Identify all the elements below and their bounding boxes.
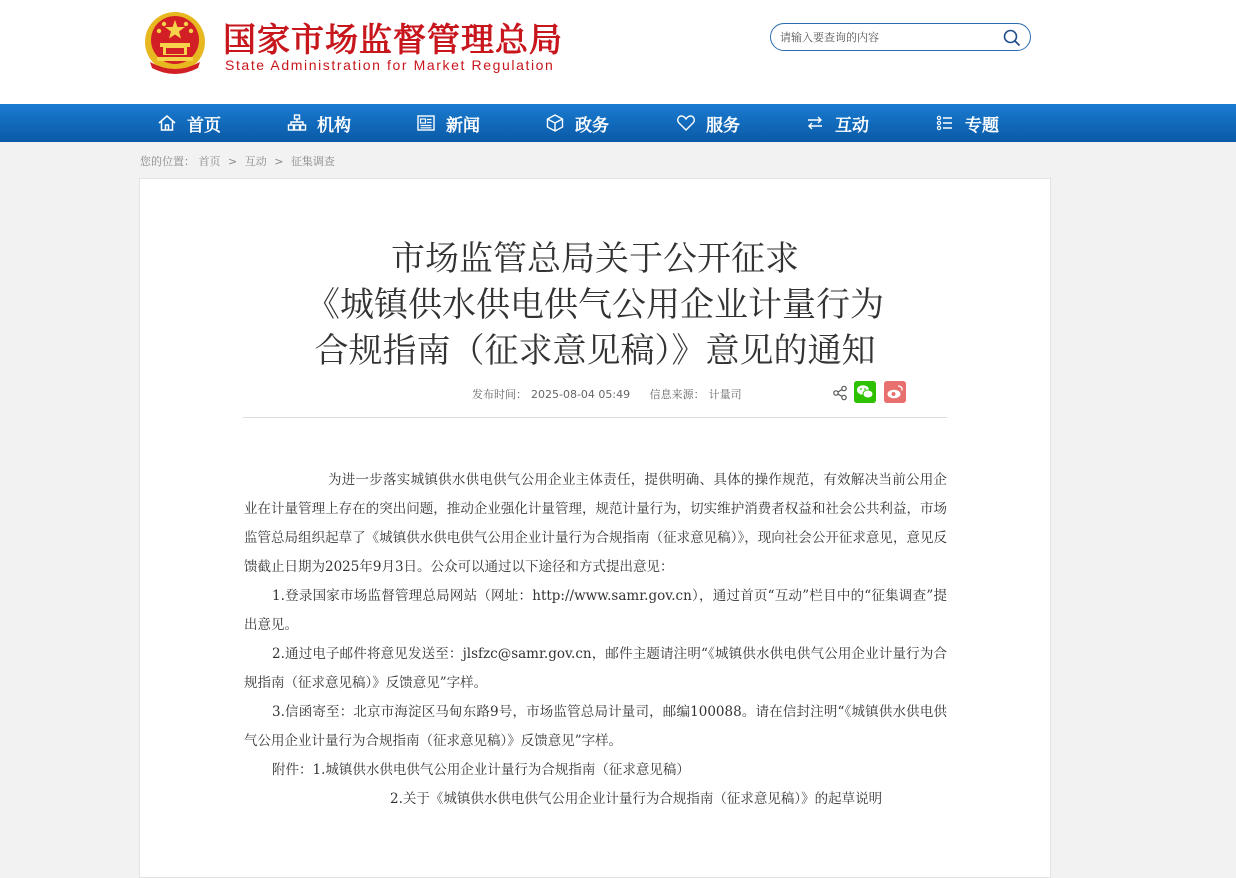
nav-item-government-affairs[interactable] bbox=[545, 104, 609, 142]
home-icon bbox=[157, 113, 177, 133]
article-title-line: 市场监管总局关于公开征求 bbox=[391, 239, 799, 279]
site-title-en[interactable]: State Administration for Market Regulation bbox=[225, 57, 555, 73]
source-value: 计量司 bbox=[708, 388, 742, 401]
source-label: 信息来源： bbox=[649, 388, 705, 401]
weibo-icon[interactable] bbox=[884, 381, 906, 403]
list-icon bbox=[935, 113, 955, 133]
heart-icon bbox=[676, 113, 696, 133]
newspaper-icon bbox=[416, 113, 436, 133]
nav-item-news[interactable] bbox=[416, 104, 480, 142]
wechat-icon[interactable] bbox=[854, 381, 876, 403]
article-title-line: 合规指南（征求意见稿）》意见的通知 bbox=[314, 331, 876, 371]
org-chart-icon bbox=[287, 113, 307, 133]
main-nav bbox=[0, 104, 1236, 142]
article-body bbox=[244, 466, 947, 814]
search-box bbox=[770, 23, 1031, 51]
breadcrumb-interaction[interactable]: 互动 bbox=[244, 155, 267, 168]
cube-icon bbox=[545, 113, 565, 133]
breadcrumb-prefix: 您的位置： bbox=[140, 155, 195, 168]
article-paragraph: 1.登录国家市场监督管理总局网站（网址：http://www.samr.gov.cn），通过首页“互动”栏目中的“征集调查”提出意见。 bbox=[244, 588, 947, 633]
share-icon[interactable] bbox=[832, 385, 848, 401]
publish-time-label: 发布时间： bbox=[472, 388, 527, 401]
breadcrumb-home[interactable]: 首页 bbox=[198, 155, 221, 168]
title-divider bbox=[243, 417, 947, 418]
breadcrumb-separator: > bbox=[228, 155, 238, 168]
breadcrumb bbox=[140, 153, 335, 169]
nav-item-topics[interactable] bbox=[935, 104, 999, 142]
national-emblem-icon[interactable] bbox=[142, 10, 208, 76]
article-title bbox=[243, 236, 947, 374]
article-meta bbox=[472, 386, 746, 402]
nav-item-organization[interactable] bbox=[287, 104, 351, 142]
site-title-cn[interactable]: 国家市场监督管理总局 bbox=[223, 20, 563, 59]
search-input[interactable] bbox=[780, 27, 995, 47]
nav-label-interaction: 互动 bbox=[835, 115, 869, 136]
article-paragraph: 2.通过电子邮件将意见发送至：jlsfzc@samr.gov.cn，邮件主题请注明“《城镇供水供电供气公用企业计量行为合规指南（征求意见稿）》反馈意见”字样。 bbox=[244, 646, 947, 691]
search-icon[interactable] bbox=[1003, 29, 1021, 47]
nav-item-home[interactable] bbox=[157, 104, 221, 142]
nav-label-organization: 机构 bbox=[317, 115, 351, 136]
site-header bbox=[0, 0, 1236, 104]
arrows-exchange-icon bbox=[805, 113, 825, 133]
nav-label-services: 服务 bbox=[706, 115, 740, 136]
attachment-link[interactable]: 附件：1.城镇供水供电供气公用企业计量行为合规指南（征求意见稿） bbox=[272, 762, 690, 778]
nav-item-interaction[interactable] bbox=[805, 104, 869, 142]
attachment-link[interactable]: 2.关于《城镇供水供电供气公用企业计量行为合规指南（征求意见稿）》的起草说明 bbox=[390, 791, 883, 807]
breadcrumb-survey[interactable]: 征集调查 bbox=[290, 155, 335, 168]
nav-label-home: 首页 bbox=[187, 115, 221, 136]
publish-time: 2025-08-04 05:49 bbox=[531, 388, 631, 401]
nav-label-news: 新闻 bbox=[446, 115, 480, 136]
nav-label-government-affairs: 政务 bbox=[575, 115, 609, 136]
article-title-line: 《城镇供水供电供气公用企业计量行为 bbox=[306, 285, 884, 325]
article-paragraph: 3.信函寄至：北京市海淀区马甸东路9号，市场监管总局计量司，邮编100088。请在信封注明“《城镇供水供电供气公用企业计量行为合规指南（征求意见稿）》反馈意见”字样。 bbox=[244, 704, 947, 749]
article-paragraph: 为进一步落实城镇供水供电供气公用企业主体责任，提供明确、具体的操作规范，有效解决当前公用企业在计量管理上存在的突出问题，推动企业强化计量管理，规范计量行为，切实维护消费者权益和社会公共利益，市场监管总局组织起草了《城镇供水供电供气公用企业计量行为合规指南（征求意见稿）》，现向社会公开征求意见，意见反馈截止日期为2025年9月3日。公众可以通过以下途径和方式提出意见： bbox=[244, 472, 947, 575]
nav-item-services[interactable] bbox=[676, 104, 740, 142]
nav-label-topics: 专题 bbox=[965, 115, 999, 136]
breadcrumb-separator: > bbox=[274, 155, 284, 168]
